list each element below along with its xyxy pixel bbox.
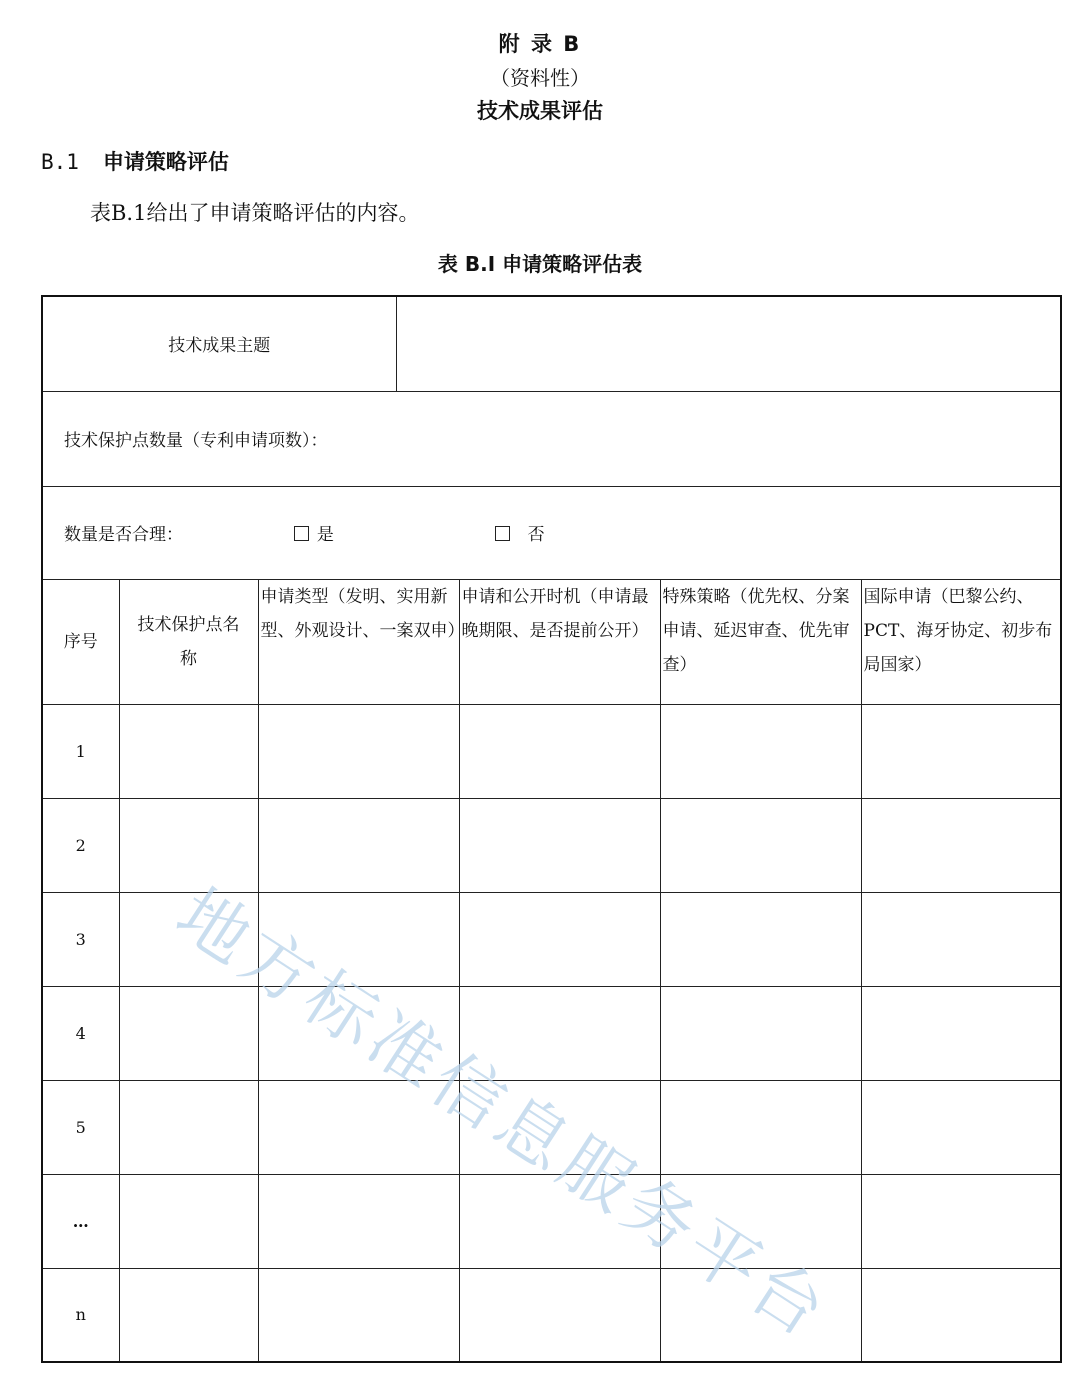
header-strategy: 特殊策略（优先权、分案申请、延迟审查、优先审查） <box>660 579 861 704</box>
table-cell[interactable] <box>258 1268 459 1362</box>
table-row <box>42 986 1061 1080</box>
topic-value-cell[interactable] <box>396 296 1061 391</box>
row-index: 1 <box>42 704 119 798</box>
table-cell[interactable] <box>119 986 258 1080</box>
table-cell[interactable] <box>660 1268 861 1362</box>
reasonable-label: 数量是否合理： <box>64 525 183 545</box>
table-cell[interactable] <box>660 1080 861 1174</box>
table-cell[interactable] <box>660 1174 861 1268</box>
table-cell[interactable] <box>861 704 1061 798</box>
table-row <box>42 1080 1061 1174</box>
table-cell[interactable] <box>119 1174 258 1268</box>
header-type: 申请类型（发明、实用新型、外观设计、一案双申） <box>258 579 459 704</box>
table-cell[interactable] <box>459 704 660 798</box>
table-cell[interactable] <box>119 1080 258 1174</box>
protect-points-label[interactable]: 技术保护点数量（专利申请项数）： <box>42 391 1061 486</box>
watermark: 地方标准信息服务平台 <box>162 872 845 1356</box>
table-row <box>42 704 1061 798</box>
table-cell[interactable] <box>459 1268 660 1362</box>
row-index: … <box>42 1174 119 1268</box>
table-cell[interactable] <box>258 798 459 892</box>
table-cell[interactable] <box>258 1080 459 1174</box>
reasonable-row <box>42 486 1061 579</box>
table-cell[interactable] <box>119 704 258 798</box>
appendix-subtitle: （资料性） <box>490 66 590 90</box>
table-cell[interactable] <box>459 1174 660 1268</box>
table-row <box>42 1268 1061 1362</box>
table-cell[interactable] <box>861 892 1061 986</box>
table-cell[interactable] <box>861 1174 1061 1268</box>
no-checkbox[interactable] <box>495 526 510 541</box>
row-index: 4 <box>42 986 119 1080</box>
table-cell[interactable] <box>459 892 660 986</box>
row-index: 5 <box>42 1080 119 1174</box>
table-cell[interactable] <box>660 798 861 892</box>
row-index: 2 <box>42 798 119 892</box>
header-row <box>42 579 1061 704</box>
header-index: 序号 <box>42 579 119 704</box>
header-name: 技术保护点名称 <box>119 579 258 704</box>
row-index: 3 <box>42 892 119 986</box>
evaluation-table <box>41 295 1062 1363</box>
no-label: 否 <box>527 525 545 545</box>
table-cell[interactable] <box>660 986 861 1080</box>
table-cell[interactable] <box>459 986 660 1080</box>
table-cell[interactable] <box>459 798 660 892</box>
table-cell[interactable] <box>459 1080 660 1174</box>
yes-checkbox[interactable] <box>294 526 309 541</box>
protect-points-row <box>42 391 1061 486</box>
header-international: 国际申请（巴黎公约、PCT、海牙协定、初步布局国家） <box>861 579 1061 704</box>
table-row <box>42 798 1061 892</box>
table-cell[interactable] <box>861 986 1061 1080</box>
table-cell[interactable] <box>660 704 861 798</box>
table-cell[interactable] <box>660 892 861 986</box>
table-cell[interactable] <box>861 798 1061 892</box>
table-row <box>42 1174 1061 1268</box>
table-cell[interactable] <box>119 892 258 986</box>
table-cell[interactable] <box>258 1174 459 1268</box>
table-cell[interactable] <box>861 1268 1061 1362</box>
appendix-title: 附 录 B <box>498 32 582 56</box>
section-number: B.1 <box>41 150 79 174</box>
table-cell[interactable] <box>258 892 459 986</box>
table-cell[interactable] <box>258 986 459 1080</box>
yes-label: 是 <box>316 525 334 545</box>
appendix-heading: 技术成果评估 <box>477 99 603 123</box>
header-timing: 申请和公开时机（申请最晚期限、是否提前公开） <box>459 579 660 704</box>
table-cell[interactable] <box>861 1080 1061 1174</box>
intro-paragraph: 表B.1给出了申请策略评估的内容。 <box>90 201 420 225</box>
table-caption: 表 B.I 申请策略评估表 <box>437 252 643 276</box>
table-cell[interactable] <box>119 798 258 892</box>
topic-row <box>42 296 1061 391</box>
table-cell[interactable] <box>258 704 459 798</box>
table-cell[interactable] <box>119 1268 258 1362</box>
table-row <box>42 892 1061 986</box>
section-heading <box>41 146 229 176</box>
section-title: 申请策略评估 <box>102 150 229 174</box>
reasonable-cell <box>42 486 1061 579</box>
topic-label: 技术成果主题 <box>42 296 396 391</box>
row-index: n <box>42 1268 119 1362</box>
